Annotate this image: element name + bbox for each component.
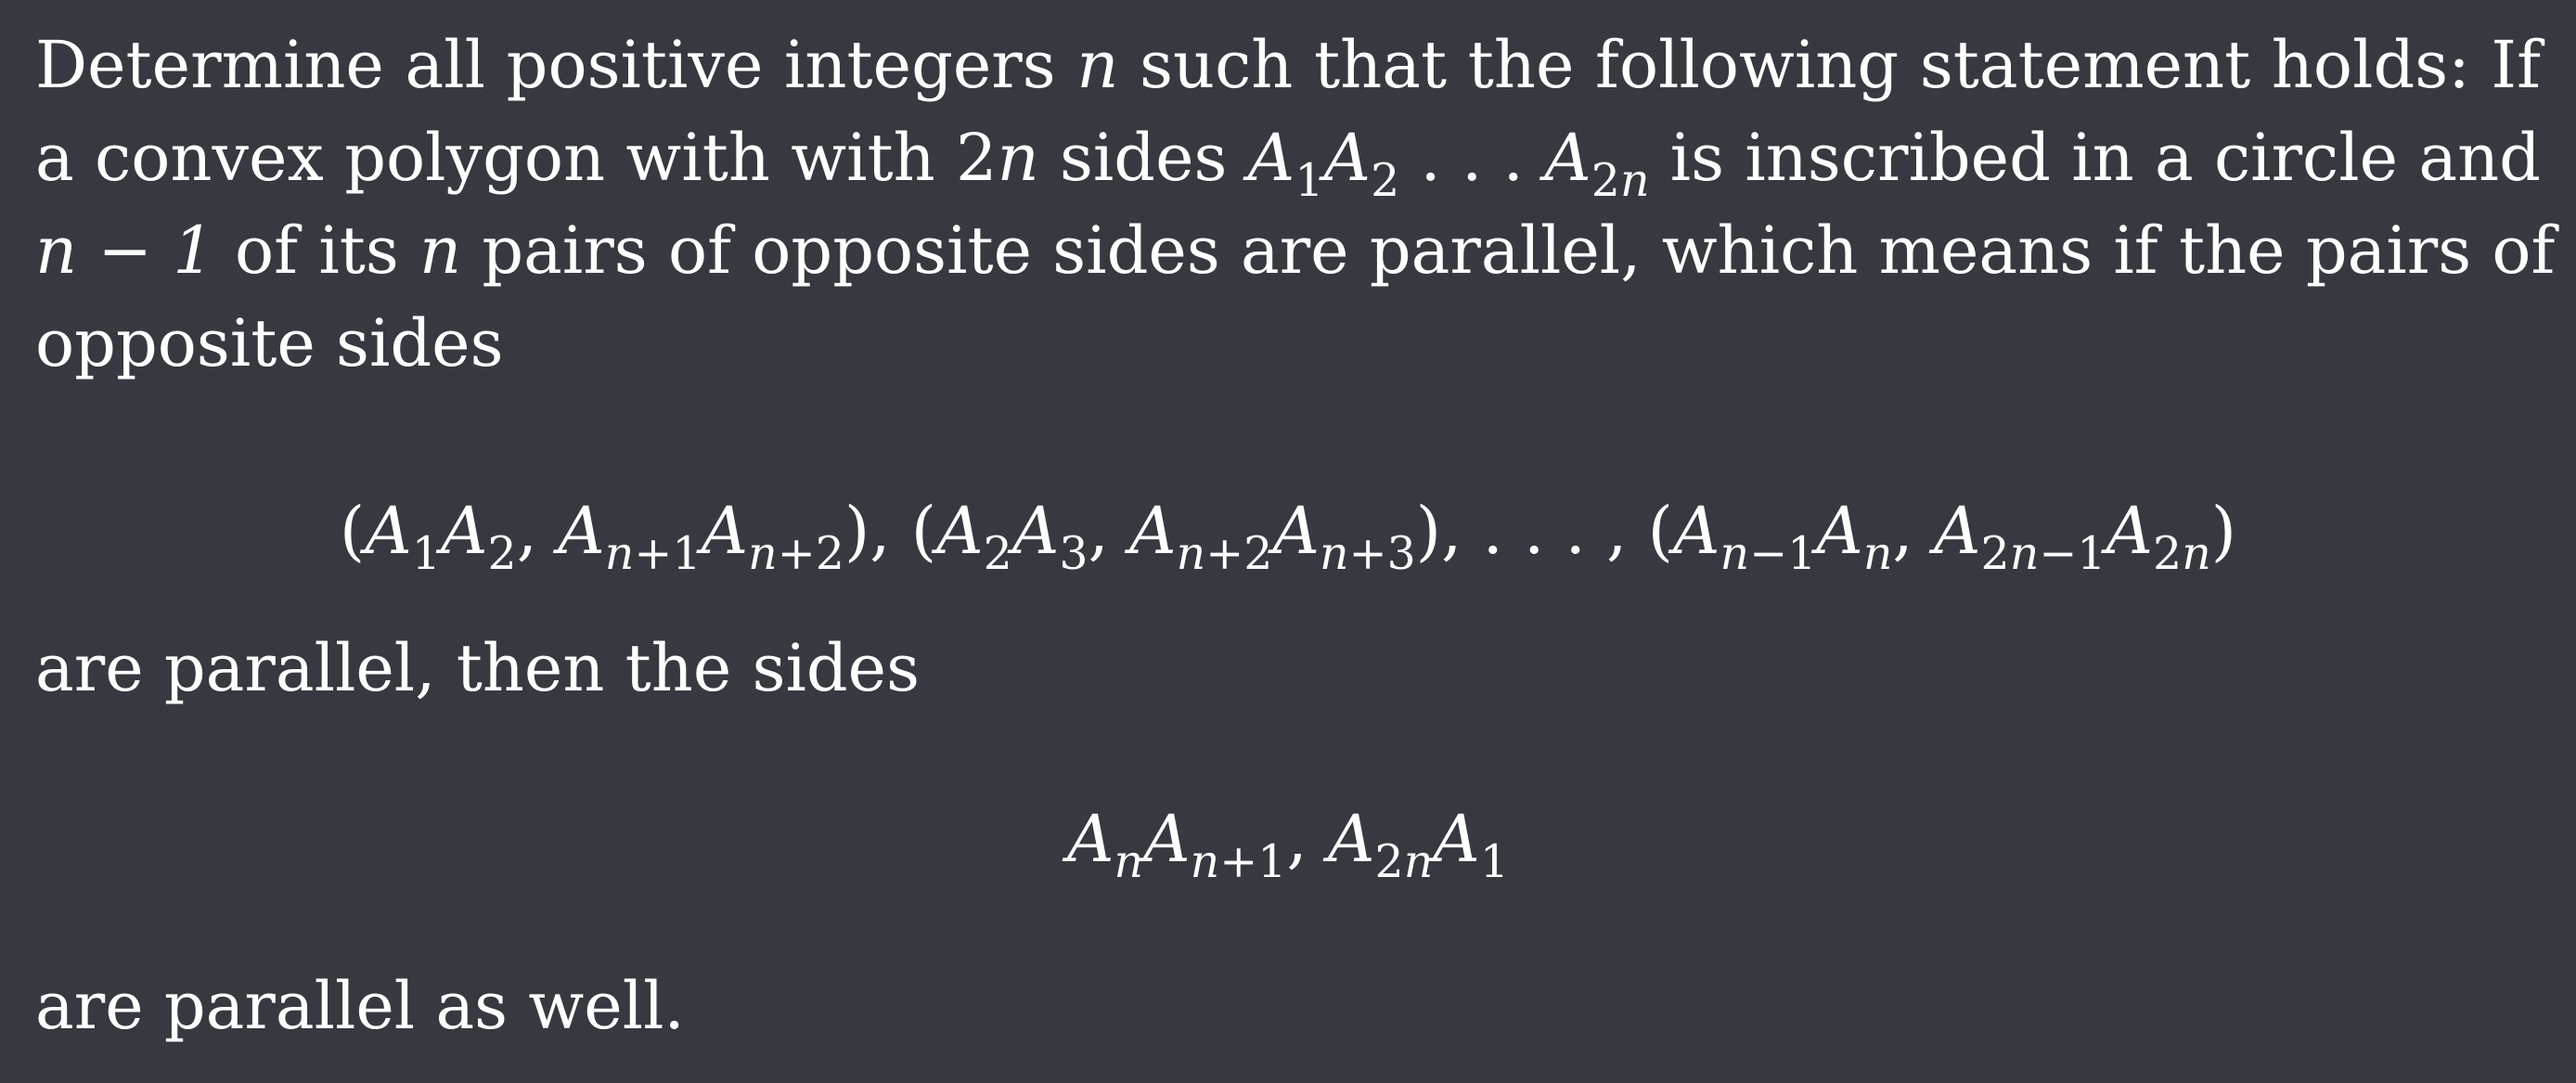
display-equation-remaining-sides: $A_nA_{n+1}$, $A_{2n}A_1$ <box>1066 801 1510 889</box>
paragraph-1-line-1: Determine all positive integers n such that the following statement holds: If <box>35 27 2541 103</box>
paragraph-1-line-4: opposite sides <box>35 305 504 381</box>
display-equation-opposite-side-pairs: ($A_1A_2$, $A_{n+1}A_{n+2}$), ($A_2A_3$, $A_{n+2}A_{n+3}$), . . . , ($A_{n-1}A_n$, $A_{2n-1}A_{2n}$) <box>339 493 2237 581</box>
problem-paragraph-3: are parallel as well. <box>35 968 685 1044</box>
paragraph-1-line-2: a convex polygon with with 2n sides $A_1A_2$ . . . $A_{2n}$ is inscribed in a circle and <box>35 120 2541 208</box>
problem-paragraph-2: are parallel, then the sides <box>35 630 921 706</box>
problem-paragraph-1 <box>35 19 2556 390</box>
paragraph-1-line-3: n − 1 of its n pairs of opposite sides are parallel, which means if the pairs of <box>35 213 2556 289</box>
